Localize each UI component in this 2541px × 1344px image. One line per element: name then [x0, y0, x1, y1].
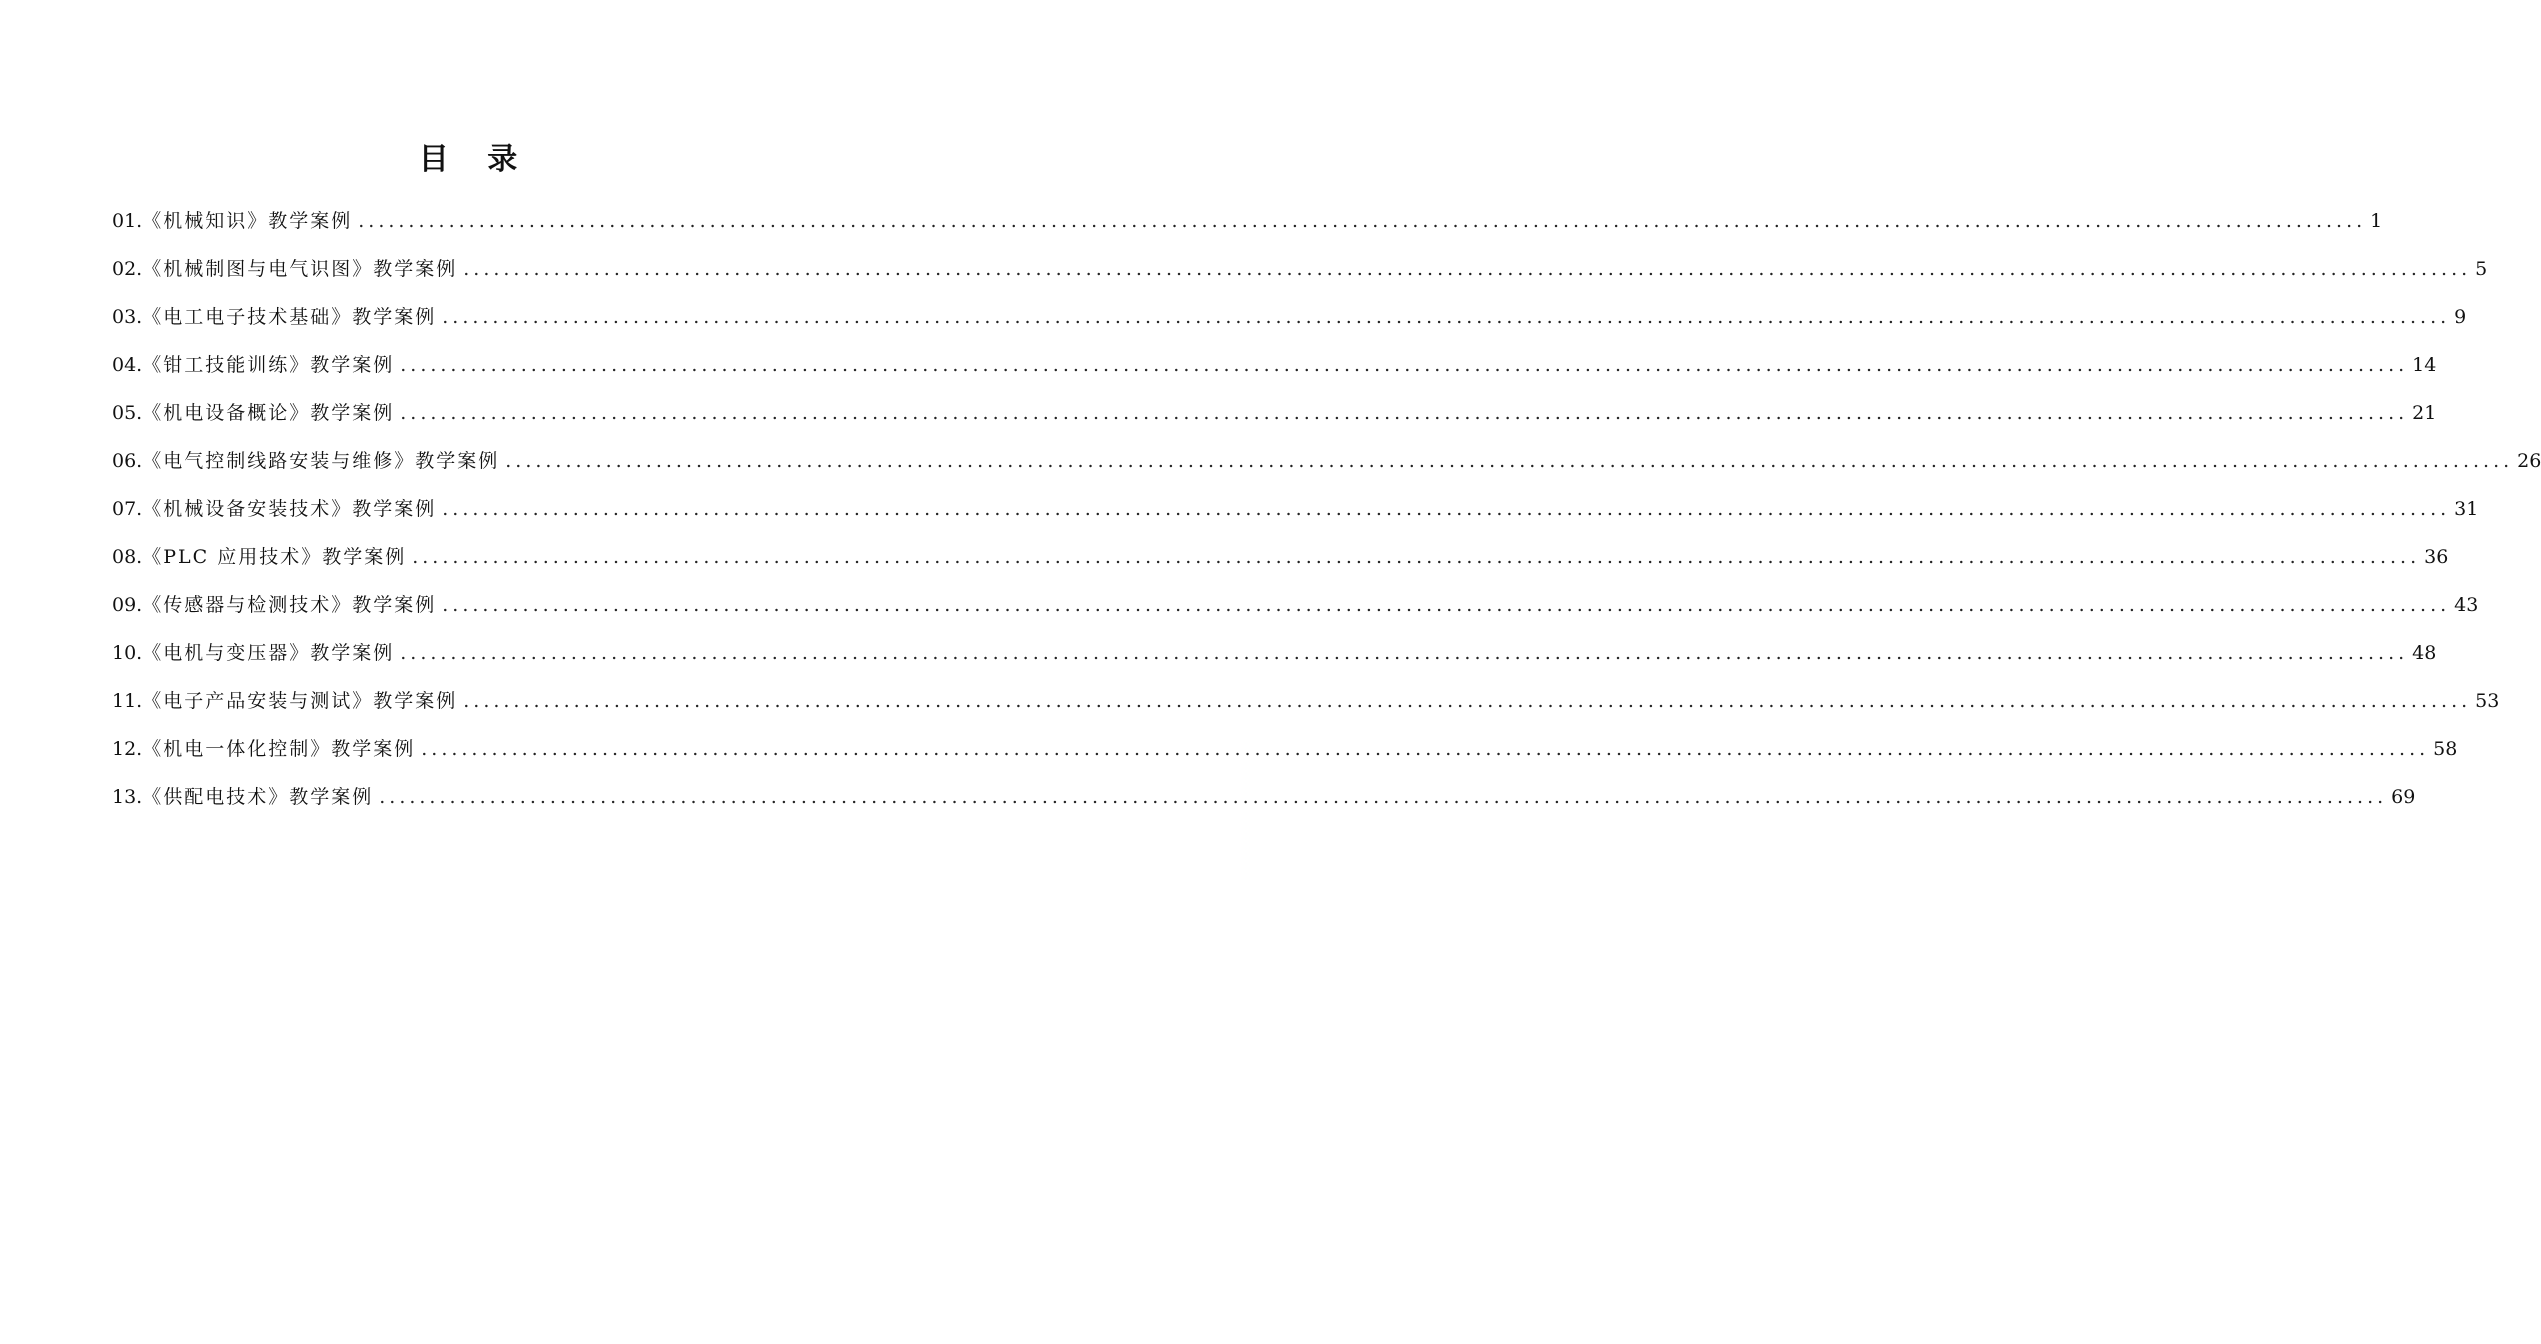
toc-entry-number: 10.: [112, 642, 143, 664]
toc-entry-page-number: 43: [2454, 594, 2479, 616]
toc-dot-leader: ........................................................................................................................................................................................................: [442, 594, 2451, 616]
toc-entry-number: 05.: [112, 402, 143, 424]
toc-entry-label: 《钳工技能训练》教学案例: [142, 354, 395, 376]
toc-entry-page-number: 1: [2370, 210, 2383, 232]
toc-entry-page-number: 36: [2424, 546, 2449, 568]
toc-entry[interactable]: [112, 293, 2467, 341]
toc-entry-label: 《PLC 应用技术》教学案例: [142, 546, 407, 568]
toc-entry[interactable]: [112, 485, 2479, 533]
toc-entry-page-number: 69: [2391, 786, 2416, 808]
toc-entry-label: 《电工电子技术基础》教学案例: [142, 306, 437, 328]
toc-entry-page-number: 53: [2475, 690, 2500, 712]
toc-entry[interactable]: [112, 437, 2541, 485]
toc-entry[interactable]: [112, 629, 2437, 677]
toc-entry-number: 07.: [112, 498, 143, 520]
toc-entry-label: 《电子产品安装与测试》教学案例: [142, 690, 458, 712]
toc-entry-label: 《传感器与检测技术》教学案例: [142, 594, 437, 616]
toc-dot-leader: ........................................................................................................................................................................................................: [505, 450, 2514, 472]
toc-entry[interactable]: [112, 677, 2500, 725]
toc-dot-leader: ........................................................................................................................................................................................................: [412, 546, 2421, 568]
toc-dot-leader: ........................................................................................................................................................................................................: [358, 210, 2367, 232]
toc-entry-label: 《电气控制线路安装与维修》教学案例: [142, 450, 500, 472]
toc-entry[interactable]: [112, 341, 2437, 389]
toc-entry-label: 《机械设备安装技术》教学案例: [142, 498, 437, 520]
toc-entry-page-number: 31: [2454, 498, 2479, 520]
toc-entry-page-number: 48: [2412, 642, 2437, 664]
toc-dot-leader: ........................................................................................................................................................................................................: [400, 354, 2409, 376]
toc-entry-label: 《电机与变压器》教学案例: [142, 642, 395, 664]
toc-entry-number: 11.: [112, 690, 143, 712]
toc-dot-leader: ........................................................................................................................................................................................................: [463, 258, 2472, 280]
toc-entry-page-number: 5: [2475, 258, 2488, 280]
toc-entry[interactable]: [112, 773, 2416, 821]
toc-dot-leader: ........................................................................................................................................................................................................: [421, 738, 2430, 760]
toc-entry-number: 03.: [112, 306, 143, 328]
toc-entry-number: 02.: [112, 258, 143, 280]
toc-entry[interactable]: [112, 245, 2488, 293]
toc-dot-leader: ........................................................................................................................................................................................................: [442, 306, 2451, 328]
toc-entry[interactable]: [112, 389, 2437, 437]
toc-entry-number: 04.: [112, 354, 143, 376]
toc-entry-page-number: 26: [2517, 450, 2541, 472]
toc-entry[interactable]: [112, 533, 2449, 581]
toc-dot-leader: ........................................................................................................................................................................................................: [463, 690, 2472, 712]
toc-entry-number: 12.: [112, 738, 143, 760]
toc-title: 目 录: [418, 142, 532, 178]
toc-entry[interactable]: [112, 197, 2383, 245]
toc-entry-number: 01.: [112, 210, 143, 232]
toc-entry-label: 《供配电技术》教学案例: [142, 786, 374, 808]
toc-dot-leader: ........................................................................................................................................................................................................: [400, 402, 2409, 424]
toc-entry-page-number: 14: [2412, 354, 2437, 376]
toc-list: [112, 197, 2541, 821]
toc-entry-number: 09.: [112, 594, 143, 616]
toc-dot-leader: ........................................................................................................................................................................................................: [442, 498, 2451, 520]
toc-entry-label: 《机电设备概论》教学案例: [142, 402, 395, 424]
toc-entry-label: 《机械制图与电气识图》教学案例: [142, 258, 458, 280]
toc-entry[interactable]: [112, 581, 2479, 629]
toc-entry-page-number: 9: [2454, 306, 2467, 328]
toc-entry-number: 13.: [112, 786, 143, 808]
toc-entry-number: 06.: [112, 450, 143, 472]
toc-entry-page-number: 58: [2433, 738, 2458, 760]
toc-entry-number: 08.: [112, 546, 143, 568]
toc-entry-label: 《机械知识》教学案例: [142, 210, 353, 232]
toc-entry-page-number: 21: [2412, 402, 2437, 424]
toc-entry[interactable]: [112, 725, 2458, 773]
toc-dot-leader: ........................................................................................................................................................................................................: [379, 786, 2388, 808]
toc-entry-label: 《机电一体化控制》教学案例: [142, 738, 416, 760]
toc-dot-leader: ........................................................................................................................................................................................................: [400, 642, 2409, 664]
